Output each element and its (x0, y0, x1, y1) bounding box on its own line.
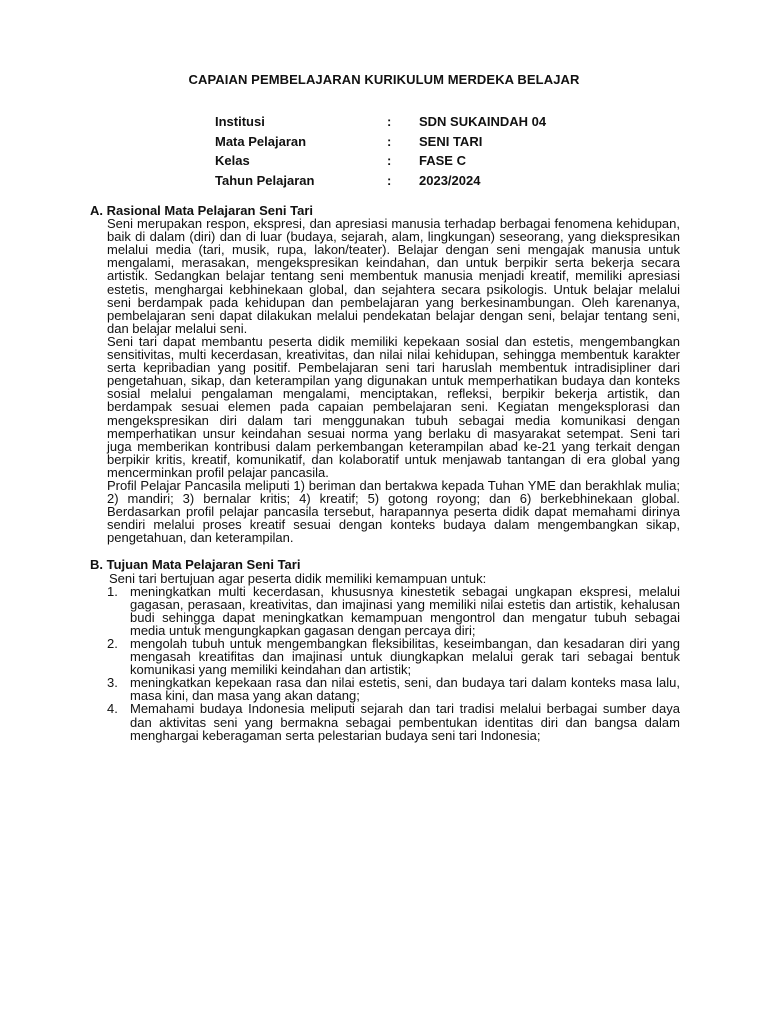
info-separator: : (387, 153, 392, 168)
info-separator: : (387, 172, 392, 188)
section-body (107, 572, 680, 742)
info-value: SENI TARI (419, 133, 483, 149)
info-row-institusi (215, 114, 546, 134)
list-number: 2. (107, 636, 118, 651)
info-value: 2023/2024 (419, 172, 481, 188)
info-separator: : (387, 133, 392, 149)
info-value: FASE C (419, 153, 466, 168)
list-text: meningkatkan kepekaan rasa dan nilai estetis, seni, dan budaya tari dalam konteks masa lalu, masa kini, dan masa yang akan datang; (130, 675, 680, 704)
paragraph: Seni merupakan respon, ekspresi, dan apresiasi manusia terhadap berbagai fenomena kehidupan, baik di dalam (diri) dan di luar (budaya, sejarah, alam, lingkungan) seseorang, yang diekspresikan melalui media (tari, musik, rupa, lakon/teater). Belajar dengan seni mengajak manusia untuk mengalami, merasakan, mengekspresikan keindahan, dan untuk berpikir serta bekerja secara artistik. Sedangkan belajar tentang seni membentuk manusia menjadi kreatif, memiliki apresiasi estetis, menghargai kebhinekaan global, dan sejahtera secara psikologis. Untuk belajar melalui seni berdampak pada kehidupan dan pembelajaran yang berkesinambungan. Oleh karenanya, pembelajaran seni dapat dilakukan melalui pendekatan belajar dengan seni, belajar tentang seni, dan belajar melalui seni. (107, 216, 680, 336)
info-row-tahun-pelajaran (215, 173, 546, 193)
list-item (107, 637, 680, 676)
info-key: Mata Pelajaran (215, 133, 307, 149)
list-text: meningkatkan multi kecerdasan, khususnya kinestetik sebagai ungkapan ekspresi, melalui gagasan, perasaan, kreativitas, dan imajinasi yang memiliki nilai estetis dan artistik, kehalusan budi sehingga dapat meningkatkan kemampuan mengontrol dan mengatur tubuh sebagai media untuk mengungkapkan gagasan dengan percaya diri; (130, 583, 680, 638)
section-body (107, 217, 680, 544)
section-heading: A. Rasional Mata Pelajaran Seni Tari (90, 203, 314, 218)
info-separator: : (387, 114, 392, 129)
list-text: mengolah tubuh untuk mengembangkan fleksibilitas, keseimbangan, dan kesadaran diri yang mengasah kreatifitas dan imajinasi untuk diungkapkan melalui gerak tari sebagai bentuk komunikasi yang memiliki keindahan dan artistik; (130, 636, 680, 678)
section-intro: Seni tari bertujuan agar peserta didik memiliki kemampuan untuk: (109, 570, 487, 586)
section-heading: B. Tujuan Mata Pelajaran Seni Tari (90, 557, 301, 573)
goals-list (107, 585, 680, 742)
info-row-mata-pelajaran (215, 134, 546, 154)
paragraph: Profil Pelajar Pancasila meliputi 1) beriman dan bertakwa kepada Tuhan YME dan berakhlak mulia; 2) mandiri; 3) bernalar kritis; 4) kreatif; 5) gotong royong; dan 6) berkebhinekaan global. Berdasarkan profil pelajar pancasila tersebut, harapannya peserta didik dapat memahami dirinya sendiri melalui proses kreatif sesuai dengan konteks budaya dalam mengembangkan sikap, pengetahuan, dan keterampilan. (107, 477, 680, 546)
list-item (107, 585, 680, 637)
info-table (215, 114, 546, 192)
document-title: CAPAIAN PEMBELAJARAN KURIKULUM MERDEKA BELAJAR (188, 72, 580, 87)
info-value: SDN SUKAINDAH 04 (419, 114, 547, 129)
info-key: Kelas (215, 153, 250, 168)
list-item (107, 702, 680, 741)
list-number: 4. (107, 701, 118, 717)
section-rasional (90, 204, 680, 544)
info-key: Institusi (215, 114, 265, 129)
list-text: Memahami budaya Indonesia meliputi sejarah dan tari tradisi melalui berbagai sumber daya dan aktivitas seni yang bermakna sebagai pembentukan identitas diri dan bangsa dalam menghargai keberagaman serta pelestarian budaya seni tari Indonesia; (130, 701, 680, 743)
list-number: 1. (107, 583, 118, 599)
list-number: 3. (107, 675, 118, 691)
paragraph: Seni tari dapat membantu peserta didik memiliki kepekaan sosial dan estetis, mengembangkan sensitivitas, multi kecerdasan, kreativitas, dan nilai nilai kehidupan, sehingga membentuk karakter serta kepribadian yang positif. Pembelajaran seni tari haruslah membentuk intradisipliner dari pengetahuan, sikap, dan keterampilan yang digunakan untuk memperhatikan budaya dan konteks sosial melalui pengalaman mengalami, menciptakan, refleksi, berpikir bekerja artistik, dan berdampak sesuai elemen pada capaian pembelajaran seni. Kegiatan mengeksplorasi dan mengekspresikan diri dalam tari menggunakan tubuh sebagai media komunikasi dengan memperhatikan unsur keindahan sesuai norma yang berlaku di masyarakat setempat. Seni tari juga memberikan kontribusi dalam perkembangan keterampilan abad ke-21 yang terkait dengan berpikir kritis, kreatif, komunikatif, dan kolaboratif untuk menjawab tantangan di era global yang mencerminkan profil pelajar pancasila. (107, 333, 680, 480)
info-key: Tahun Pelajaran (215, 172, 315, 188)
info-row-kelas (215, 153, 546, 173)
list-item (107, 676, 680, 702)
document-content (90, 204, 680, 742)
section-tujuan (90, 558, 680, 741)
